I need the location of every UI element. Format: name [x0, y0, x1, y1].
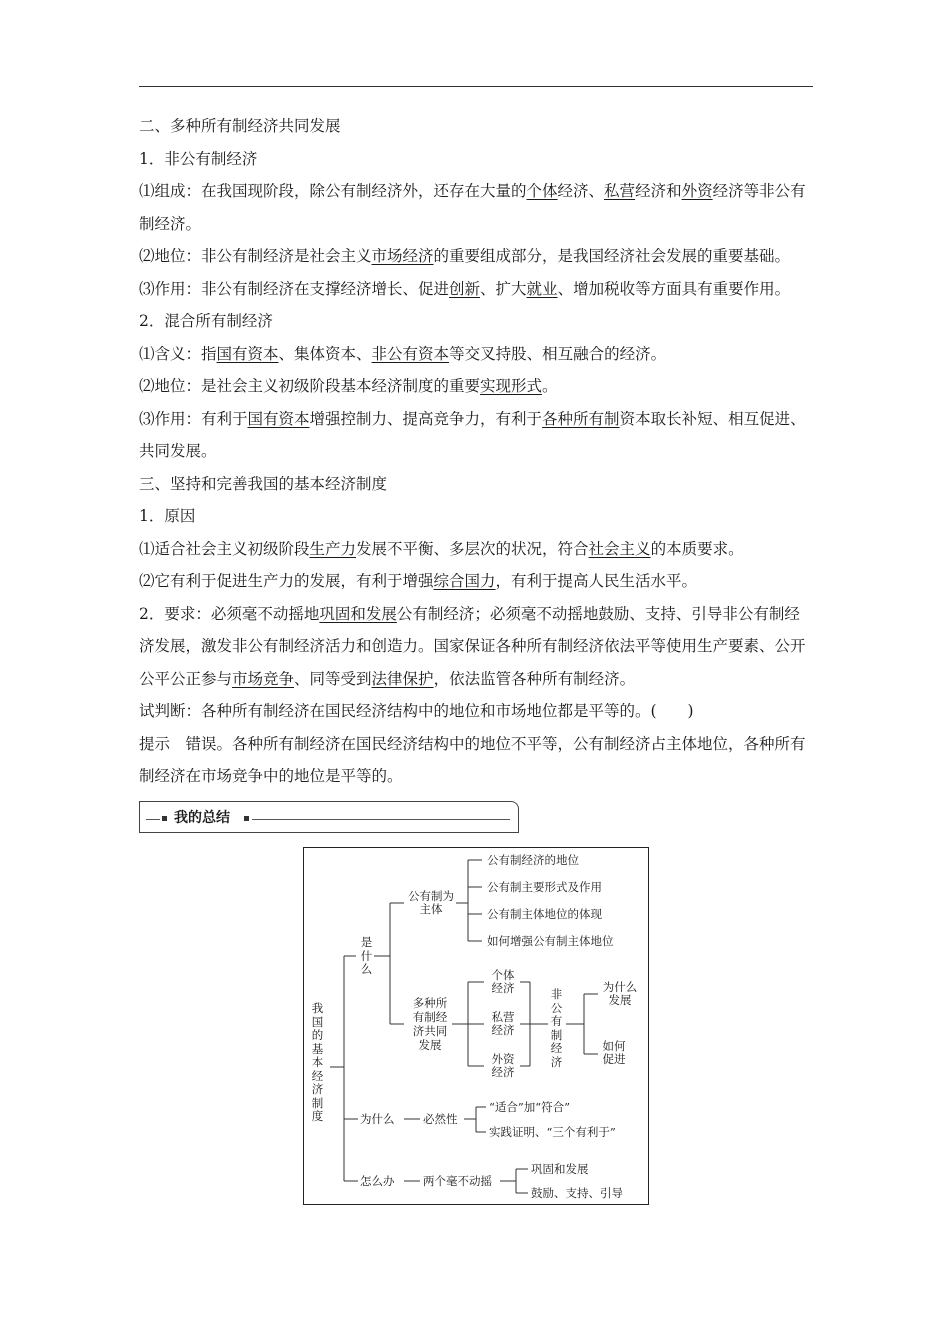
hint-answer: 提示 错误。各种所有制经济在国民经济结构中的地位不平等，公有制经济占主体地位，各种所有制经济在市场竞争中的地位是平等的。	[139, 734, 806, 785]
answer-blank: 法律保护	[371, 669, 434, 688]
bullet-square-icon	[244, 816, 249, 821]
node-non-public: 非公有制经济	[550, 987, 563, 1069]
node-multi-ownership: 多种所有制经济共同发展	[412, 996, 448, 1052]
answer-blank: 创新	[449, 279, 481, 298]
header-rule	[139, 86, 813, 87]
answer-blank: 综合国力	[433, 572, 496, 590]
answer-blank: 国有资本	[247, 409, 310, 428]
node-two-never: 两个毫不动摇	[423, 1174, 492, 1188]
branch-what: 是什么	[360, 935, 373, 976]
np-item: 为什么发展	[602, 980, 638, 1007]
subheading: 1．原因	[139, 507, 196, 525]
paragraph: 2．要求：必须毫不动摇地巩固和发展公有制经济；必须毫不动摇地鼓励、支持、引导非公有制经济发展，激发非公有制经济活力和创造力。国家保证各种所有制经济依法平等使用生产要素、公开公平公正参与市场竞争、同等受到法律保护，依法监管各种所有制经济。	[139, 604, 806, 688]
answer-blank: 生产力	[309, 539, 357, 558]
judgement-question: 试判断：各种所有制经济在国民经济结构中的地位和市场地位都是平等的。( )	[139, 702, 694, 720]
answer-blank: 市场经济	[371, 247, 434, 265]
how-item: 鼓励、支持、引导	[531, 1186, 623, 1200]
subheading: 2．混合所有制经济	[139, 312, 273, 330]
answer-blank: 就业	[526, 279, 558, 298]
answer-blank: 非公有资本	[371, 344, 450, 363]
subheading: 1．非公有制经济	[139, 149, 258, 168]
paragraph: ⑵它有利于促进生产力的发展，有利于增强综合国力，有利于提高人民生活水平。	[139, 572, 698, 590]
answer-blank: 各种所有制	[542, 409, 620, 428]
paragraph: ⑶作用：有利于国有资本增强控制力、提高竞争力，有利于各种所有制资本取长补短、相互促进、共同发展。	[139, 409, 806, 460]
title-rule-right	[252, 819, 510, 820]
mind-map-root: 我国的基本经济制度	[311, 1001, 324, 1123]
why-item: 实践证明、“三个有利于”	[489, 1125, 616, 1139]
answer-blank: 私营	[604, 182, 636, 200]
public-item: 如何增强公有制主体地位	[487, 934, 614, 948]
answer-blank: 社会主义	[588, 539, 651, 558]
paragraph: ⑴适合社会主义初级阶段生产力发展不平衡、多层次的状况，符合社会主义的本质要求。	[139, 539, 744, 558]
branch-how: 怎么办	[360, 1174, 395, 1188]
public-item: 公有制主体地位的体现	[487, 907, 602, 921]
private-type: 私营经济	[491, 1010, 515, 1037]
paragraph: ⑵地位：非公有制经济是社会主义市场经济的重要组成部分，是我国经济社会发展的重要基础。	[139, 247, 791, 265]
public-item: 公有制经济的地位	[487, 853, 579, 867]
branch-why: 为什么	[360, 1112, 395, 1126]
mind-map	[303, 847, 649, 1205]
private-type: 个体经济	[491, 968, 515, 995]
answer-blank: 实现形式	[480, 377, 543, 395]
paragraph: ⑵地位：是社会主义初级阶段基本经济制度的重要实现形式。	[139, 377, 558, 395]
answer-blank: 外资	[681, 182, 713, 200]
how-item: 巩固和发展	[531, 1162, 589, 1176]
answer-blank: 国有资本	[216, 344, 279, 363]
bullet-square-icon	[162, 816, 167, 821]
paragraph: ⑴含义：指国有资本、集体资本、非公有资本等交叉持股、相互融合的经济。	[139, 344, 667, 363]
answer-blank: 个体	[526, 182, 558, 200]
private-type: 外资经济	[491, 1052, 515, 1079]
np-item: 如何促进	[602, 1039, 626, 1066]
summary-title: 我的总结	[174, 810, 230, 826]
paragraph: ⑶作用：非公有制经济在支撑经济增长、促进创新、扩大就业、增加税收等方面具有重要作用。	[139, 279, 791, 298]
answer-blank: 巩固和发展	[319, 604, 397, 623]
answer-blank: 市场竞争	[232, 669, 295, 688]
mind-map-connectors	[304, 848, 650, 1206]
section-heading: 三、坚持和完善我国的基本经济制度	[139, 474, 388, 493]
section-heading: 二、多种所有制经济共同发展	[139, 117, 341, 135]
title-rule-left	[146, 819, 160, 820]
node-necessity: 必然性	[423, 1112, 458, 1126]
public-item: 公有制主要形式及作用	[487, 880, 602, 894]
node-public-main: 公有制为主体	[408, 889, 454, 916]
summary-title-box	[139, 801, 519, 833]
why-item: “适合”加“符合”	[489, 1100, 571, 1114]
document-body	[139, 110, 815, 793]
paragraph: ⑴组成：在我国现阶段，除公有制经济外，还存在大量的个体经济、私营经济和外资经济等非公有制经济。	[139, 182, 806, 233]
